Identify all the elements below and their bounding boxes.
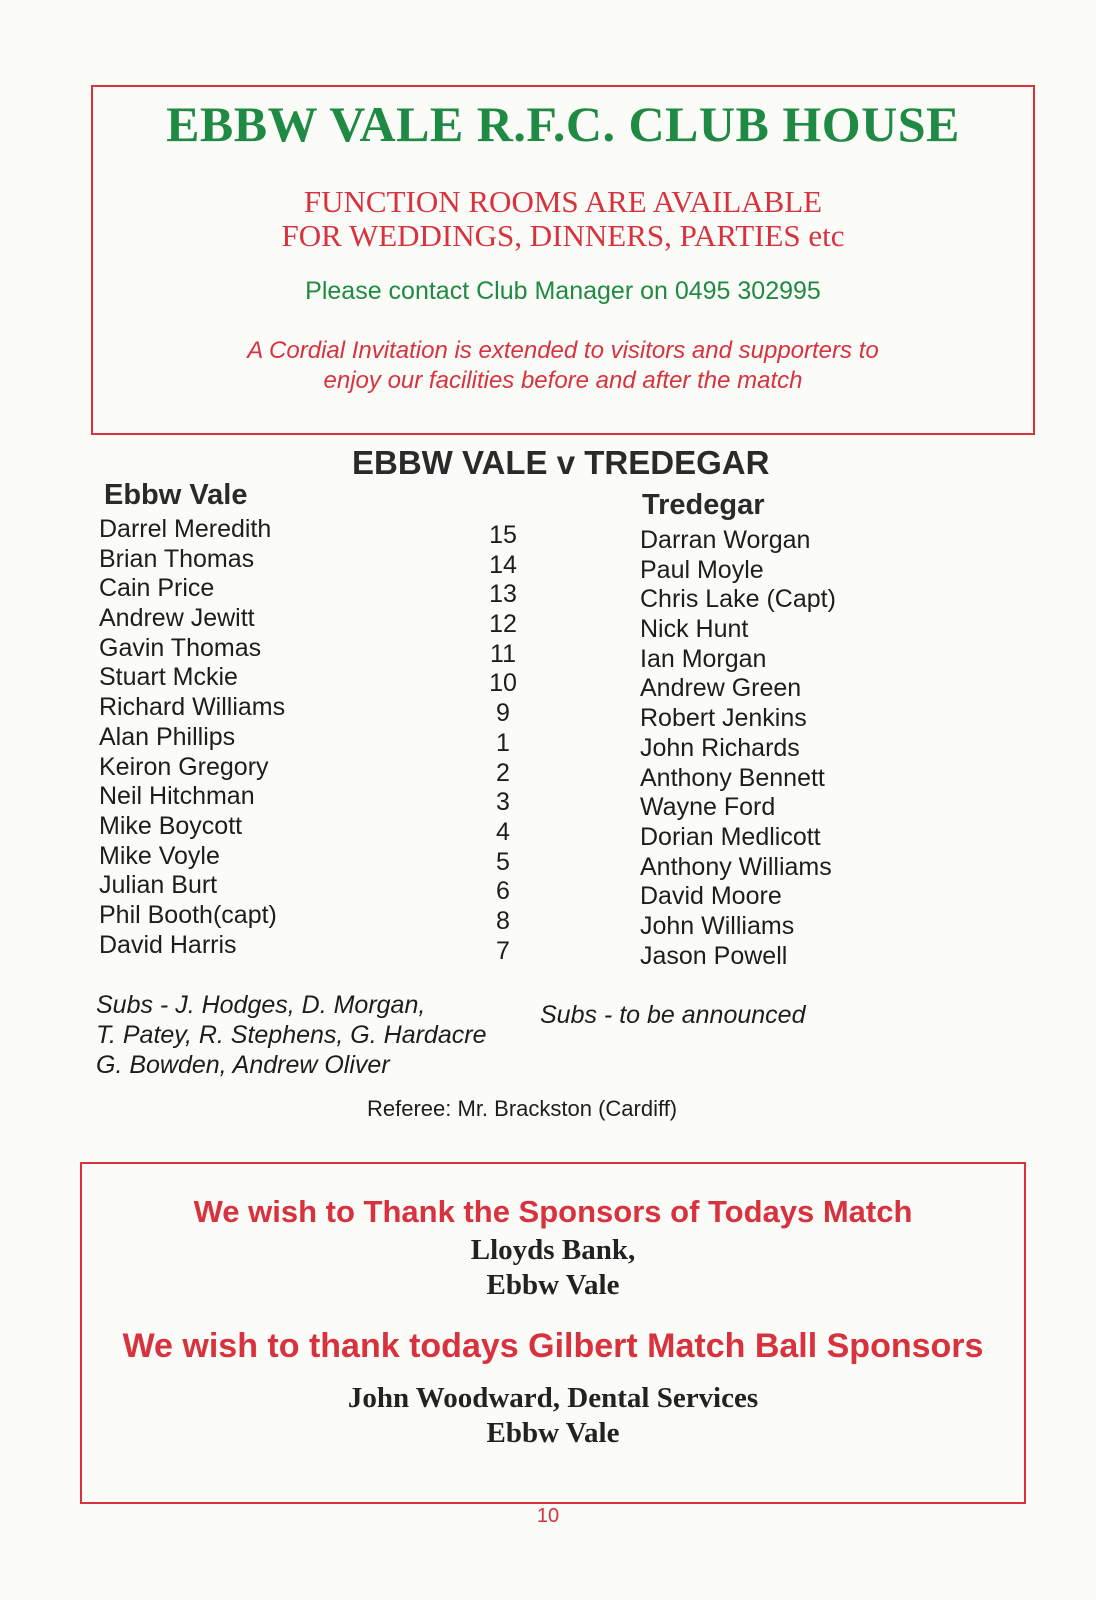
home-player: Neil Hitchman bbox=[99, 782, 255, 811]
position-number: 11 bbox=[490, 639, 516, 668]
match-sponsor-name: Lloyds Bank, bbox=[470, 1234, 636, 1266]
function-rooms-line-1: FUNCTION ROOMS ARE AVAILABLE bbox=[303, 184, 823, 219]
away-player: Anthony Bennett bbox=[640, 763, 825, 792]
away-player: John Richards bbox=[640, 733, 800, 762]
home-player: Stuart Mckie bbox=[99, 663, 238, 692]
position-number: 15 bbox=[489, 521, 517, 549]
position-number: 7 bbox=[496, 936, 510, 965]
away-subs: Subs - to be announced bbox=[540, 1001, 806, 1029]
away-player: Dorian Medlicott bbox=[640, 822, 821, 851]
position-number: 14 bbox=[489, 550, 517, 579]
home-team-list bbox=[99, 515, 285, 960]
away-player: Wayne Ford bbox=[640, 793, 776, 822]
home-player: Darrel Meredith bbox=[99, 515, 272, 543]
invitation-line-1: A Cordial Invitation is extended to visitors and supporters to bbox=[247, 337, 879, 364]
home-player: Keiron Gregory bbox=[99, 752, 269, 781]
function-rooms-line-2: FOR WEDDINGS, DINNERS, PARTIES etc bbox=[281, 218, 845, 253]
invitation-line-2: enjoy our facilities before and after the match bbox=[323, 367, 803, 394]
away-player: Chris Lake (Capt) bbox=[640, 585, 836, 614]
referee-line: Referee: Mr. Brackston (Cardiff) bbox=[367, 1096, 678, 1121]
contact-line: Please contact Club Manager on 0495 302995 bbox=[305, 277, 821, 305]
home-player: David Harris bbox=[99, 930, 237, 959]
position-number: 2 bbox=[496, 758, 510, 787]
away-player: Darran Worgan bbox=[640, 526, 811, 554]
position-number: 4 bbox=[496, 817, 510, 846]
away-player: David Moore bbox=[640, 882, 782, 911]
home-player: Phil Booth(capt) bbox=[99, 900, 277, 929]
ball-sponsor-thanks: We wish to thank todays Gilbert Match Ball Sponsors bbox=[122, 1327, 984, 1365]
position-number: 3 bbox=[496, 788, 510, 817]
home-player: Mike Boycott bbox=[99, 811, 243, 840]
position-number: 1 bbox=[496, 728, 510, 757]
position-number-list bbox=[478, 521, 528, 966]
ball-sponsor-name: John Woodward, Dental Services bbox=[347, 1382, 759, 1414]
position-number: 13 bbox=[489, 580, 517, 609]
away-player: Paul Moyle bbox=[640, 555, 764, 584]
position-number: 6 bbox=[496, 877, 510, 906]
position-number: 10 bbox=[489, 669, 517, 698]
match-heading: EBBW VALE v TREDEGAR bbox=[352, 444, 770, 481]
home-player: Mike Voyle bbox=[99, 841, 220, 870]
home-subs-line: T. Patey, R. Stephens, G. Hardacre bbox=[96, 1021, 487, 1049]
position-number: 5 bbox=[496, 847, 510, 876]
home-player: Andrew Jewitt bbox=[99, 604, 255, 633]
away-player: Anthony Williams bbox=[640, 852, 832, 881]
home-subs-line: G. Bowden, Andrew Oliver bbox=[96, 1051, 390, 1079]
away-player: Nick Hunt bbox=[640, 615, 749, 644]
away-player: Jason Powell bbox=[640, 941, 788, 970]
home-player: Cain Price bbox=[99, 574, 215, 603]
home-team-heading: Ebbw Vale bbox=[104, 479, 248, 511]
club-house-title: EBBW VALE R.F.C. CLUB HOUSE bbox=[166, 96, 960, 152]
club-house-advert bbox=[91, 85, 1035, 435]
away-player: John Williams bbox=[640, 911, 795, 940]
home-player: Gavin Thomas bbox=[99, 633, 262, 662]
home-player: Julian Burt bbox=[99, 871, 218, 900]
away-team-list bbox=[640, 526, 836, 971]
home-player: Brian Thomas bbox=[99, 544, 255, 573]
position-number: 8 bbox=[496, 906, 510, 935]
page-number: 10 bbox=[536, 1505, 560, 1527]
home-player: Richard Williams bbox=[99, 693, 286, 722]
match-sponsor-thanks: We wish to Thank the Sponsors of Todays Match bbox=[193, 1194, 913, 1229]
home-subs-line: Subs - J. Hodges, D. Morgan, bbox=[96, 991, 426, 1019]
home-player: Alan Phillips bbox=[99, 722, 236, 751]
match-sponsor-location: Ebbw Vale bbox=[486, 1269, 620, 1301]
away-team-heading: Tredegar bbox=[642, 489, 765, 521]
sponsors-box bbox=[80, 1162, 1026, 1504]
ball-sponsor-location: Ebbw Vale bbox=[486, 1417, 620, 1449]
away-player: Andrew Green bbox=[640, 674, 802, 703]
away-player: Ian Morgan bbox=[640, 644, 767, 673]
away-player: Robert Jenkins bbox=[640, 704, 807, 733]
position-number: 12 bbox=[489, 610, 517, 639]
position-number: 9 bbox=[496, 699, 510, 728]
home-subs bbox=[96, 990, 486, 1080]
